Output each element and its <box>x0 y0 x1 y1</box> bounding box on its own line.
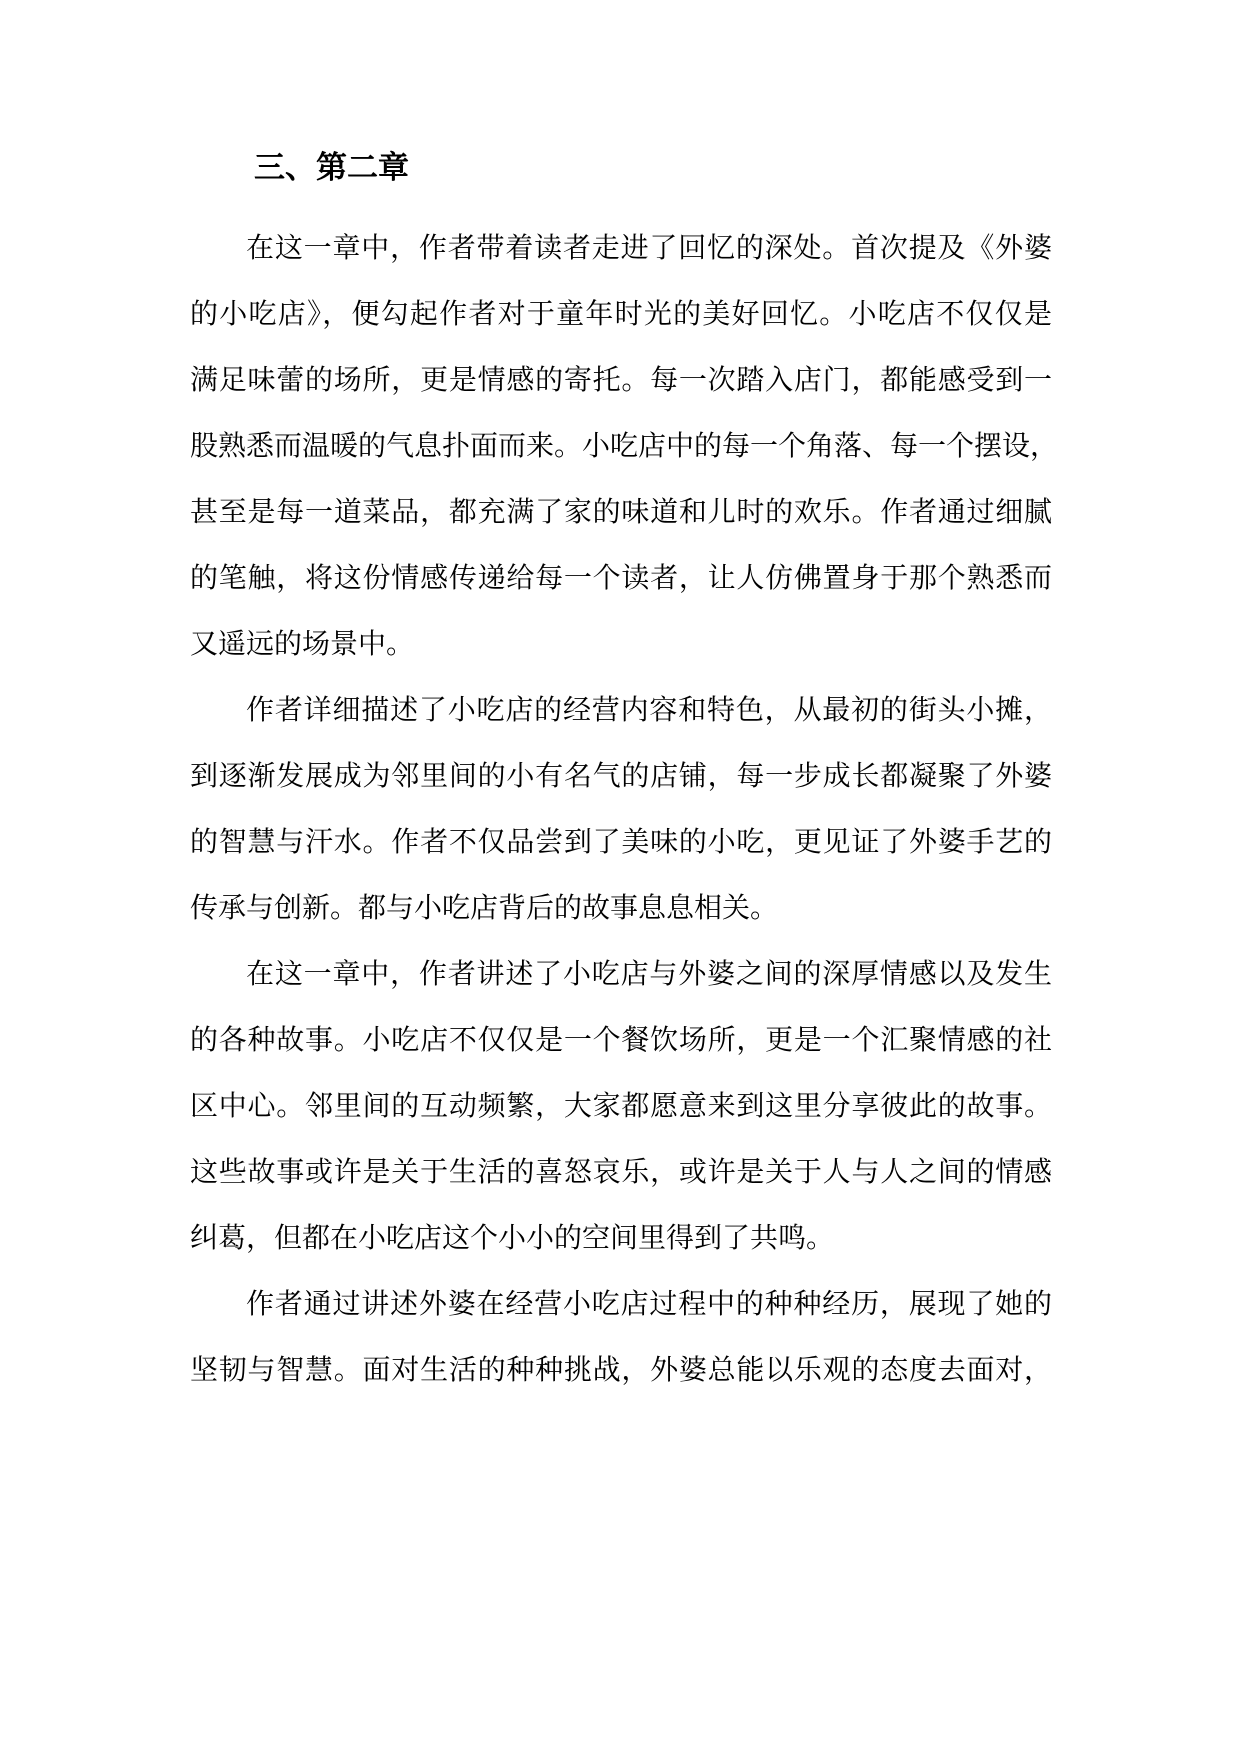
paragraph-4-line-1: 作者通过讲述外婆在经营小吃店过程中的种种经历，展现了她的 <box>246 1287 1052 1320</box>
paragraph-2-line-3: 的智慧与汗水。作者不仅品尝到了美味的小吃，更见证了外婆手艺的 <box>190 825 1052 858</box>
paragraph-3-line-1: 在这一章中，作者讲述了小吃店与外婆之间的深厚情感以及发生 <box>246 957 1052 990</box>
paragraph-3-line-5: 纠葛，但都在小吃店这个小小的空间里得到了共鸣。 <box>190 1221 835 1254</box>
paragraph-1-line-2: 的小吃店》，便勾起作者对于童年时光的美好回忆。小吃店不仅仅是 <box>190 297 1052 330</box>
paragraph-4-line-2: 坚韧与智慧。面对生活的种种挑战，外婆总能以乐观的态度去面对， <box>190 1353 1052 1386</box>
chapter-body <box>190 215 1059 1403</box>
paragraph-1-line-3: 满足味蕾的场所，更是情感的寄托。每一次踏入店门，都能感受到一 <box>190 363 1052 396</box>
paragraph-1-line-1: 在这一章中，作者带着读者走进了回忆的深处。首次提及《外婆 <box>246 231 1052 264</box>
paragraph-2-line-4: 传承与创新。都与小吃店背后的故事息息相关。 <box>190 891 779 924</box>
paragraph-1-line-7: 又遥远的场景中。 <box>190 627 415 660</box>
paragraph-3-line-2: 的各种故事。小吃店不仅仅是一个餐饮场所，更是一个汇聚情感的社 <box>190 1023 1052 1056</box>
paragraph-1-line-5: 甚至是每一道菜品，都充满了家的味道和儿时的欢乐。作者通过细腻 <box>190 495 1052 528</box>
paragraph-3-line-3: 区中心。邻里间的互动频繁，大家都愿意来到这里分享彼此的故事。 <box>190 1089 1052 1122</box>
paragraph-2-line-1: 作者详细描述了小吃店的经营内容和特色，从最初的街头小摊， <box>246 693 1052 726</box>
paragraph-2-line-2: 到逐渐发展成为邻里间的小有名气的店铺，每一步成长都凝聚了外婆 <box>190 759 1052 792</box>
paragraph-1-line-4: 股熟悉而温暖的气息扑面而来。小吃店中的每一个角落、每一个摆设， <box>190 429 1059 462</box>
paragraph-1-line-6: 的笔触，将这份情感传递给每一个读者，让人仿佛置身于那个熟悉而 <box>190 561 1052 594</box>
paragraph-3-line-4: 这些故事或许是关于生活的喜怒哀乐，或许是关于人与人之间的情感 <box>190 1155 1052 1188</box>
chapter-heading: 三、第二章 <box>254 150 409 186</box>
